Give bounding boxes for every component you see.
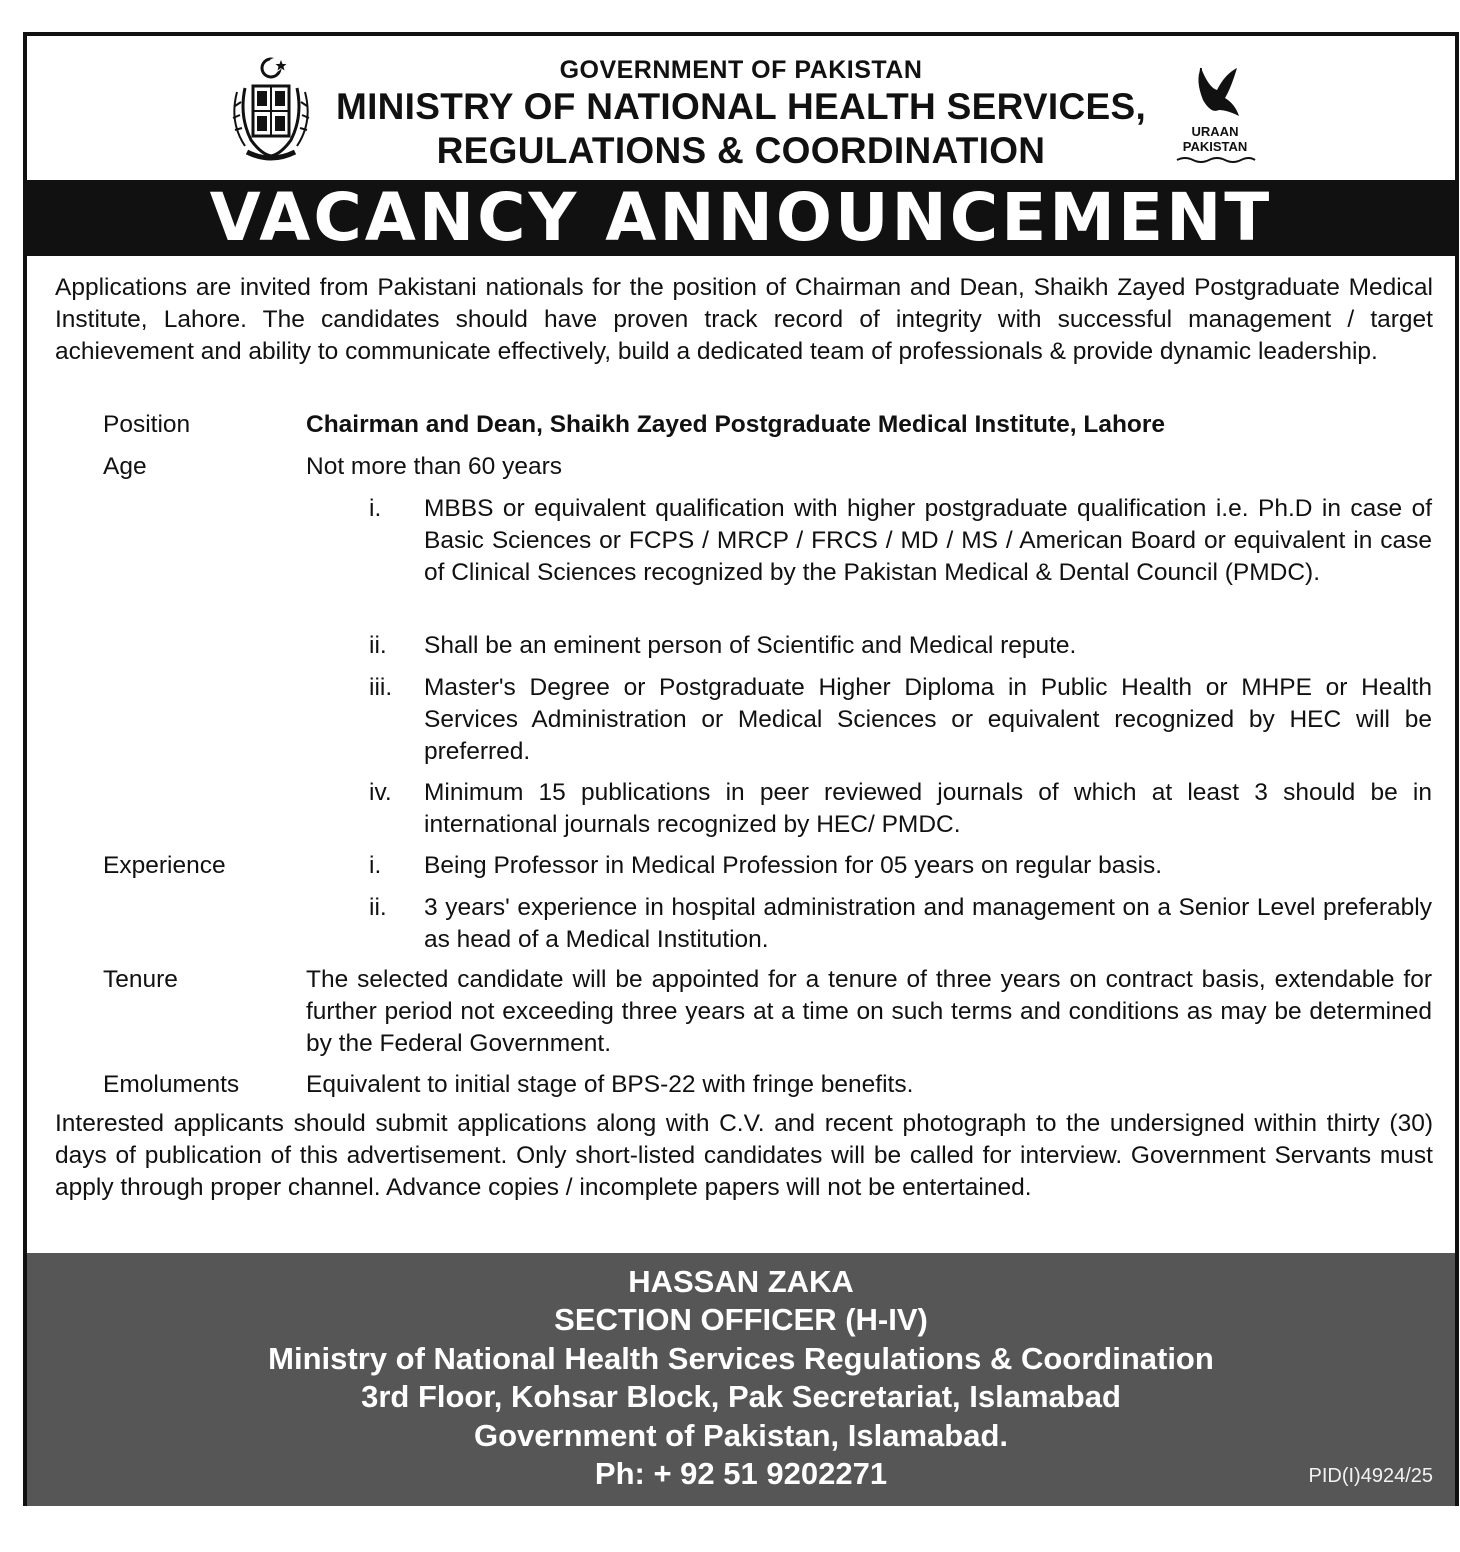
contact-footer [27, 1253, 1455, 1506]
qualification-text: Minimum 15 publications in peer reviewed journals of which at least 3 should be in international journals recognized by HEC/ PMDC. [424, 779, 1432, 838]
tenure-value: The selected candidate will be appointed for a tenure of three years on contract basis, extendable for further period not exceeding three years at a time on such terms and conditions as may be determined by the Federal Government. [306, 966, 1432, 1057]
emoluments-value: Equivalent to initial stage of BPS-22 with fringe benefits. [306, 1071, 914, 1098]
experience-text: Being Professor in Medical Profession for 05 years on regular basis. [424, 852, 1163, 879]
qualification-text: MBBS or equivalent qualification with higher postgraduate qualification i.e. Ph.D in case of Basic Sciences or FCPS / MRCP / FRCS / MD / MS / American Board or equivalent in case of Clinical Sciences recognized by the Pakistan Medical & Dental Council (PMDC). [424, 495, 1432, 586]
footer-address: 3rd Floor, Kohsar Block, Pak Secretariat, Islamabad [361, 1379, 1121, 1414]
advertisement-frame [23, 32, 1459, 1506]
officer-name: HASSAN ZAKA [628, 1264, 854, 1299]
vacancy-banner: VACANCY ANNOUNCEMENT [27, 180, 1455, 256]
footer-phone: Ph: + 92 51 9202271 [594, 1456, 888, 1491]
logo-text-pakistan: PAKISTAN [1182, 139, 1248, 154]
footer-ministry: Ministry of National Health Services Regulations & Coordination [268, 1341, 1214, 1376]
intro-paragraph: Applications are invited from Pakistani nationals for the position of Chairman and Dean, Shaikh Zayed Postgraduate Medical Institute, Lahore. The candidates should have proven track record of integrity with successful management / target achievement and ability to communicate effectively, build a dedicated team of professionals & provide dynamic leadership. [55, 274, 1433, 365]
pid-number: PID(I)4924/25 [1308, 1465, 1433, 1487]
experience-text: 3 years' experience in hospital administration and management on a Senior Level preferably as head of a Medical Institution. [424, 894, 1432, 953]
qualification-text: Shall be an eminent person of Scientific and Medical repute. [424, 632, 1077, 659]
position-label: Position [103, 411, 191, 438]
qualification-number: iii. [369, 674, 393, 701]
age-value: Not more than 60 years [306, 453, 563, 480]
qualification-number: i. [369, 495, 382, 522]
experience-label: Experience [103, 852, 226, 879]
emoluments-label: Emoluments [103, 1071, 240, 1098]
position-value: Chairman and Dean, Shaikh Zayed Postgraduate Medical Institute, Lahore [306, 411, 1166, 438]
uraan-pakistan-logo [1165, 60, 1265, 170]
logo-text-uraan: URAAN [1191, 124, 1239, 139]
officer-designation: SECTION OFFICER (H-IV) [554, 1302, 928, 1337]
header [27, 36, 1455, 180]
government-title: GOVERNMENT OF PAKISTAN [559, 56, 923, 84]
ministry-title-line-2: REGULATIONS & COORDINATION [436, 130, 1046, 171]
qualification-number: ii. [369, 632, 387, 659]
bird-icon [1198, 68, 1239, 116]
experience-number: ii. [369, 894, 387, 921]
closing-paragraph: Interested applicants should submit applications along with C.V. and recent photograph to the undersigned within thirty (30) days of publication of this advertisement. Only short-listed candidates will be called for interview. Government Servants must apply through proper channel. Advance copies / incomplete papers will not be entertained. [55, 1110, 1433, 1201]
footer-government: Government of Pakistan, Islamabad. [473, 1418, 1009, 1453]
qualification-number: iv. [369, 779, 392, 806]
experience-number: i. [369, 852, 382, 879]
age-label: Age [103, 453, 147, 480]
ministry-title-line-1: MINISTRY OF NATIONAL HEALTH SERVICES, [335, 86, 1147, 127]
qualification-text: Master's Degree or Postgraduate Higher Diploma in Public Health or MHPE or Health Services Administration or Medical Sciences or equivalent recognized by HEC will be preferred. [424, 674, 1432, 765]
tenure-label: Tenure [103, 966, 178, 993]
